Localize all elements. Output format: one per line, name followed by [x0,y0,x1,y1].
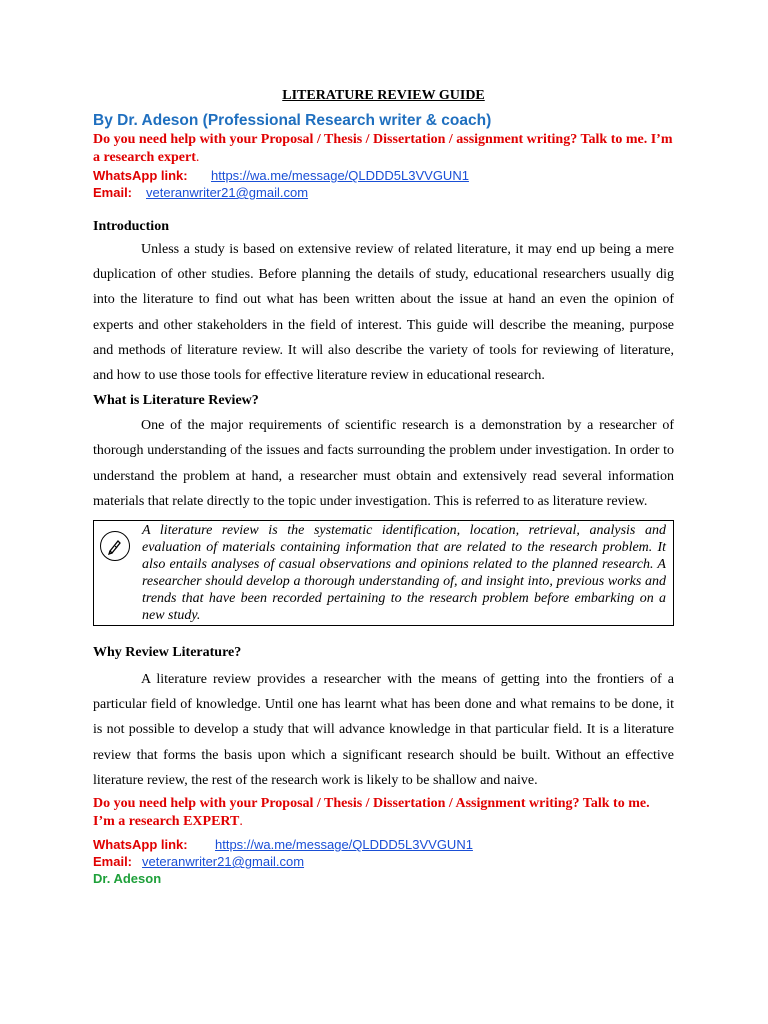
definition-callout-text: A literature review is the systematic identification, location, retrieval, analysis and evaluation of materials containing information that are related to the research problem. It also entails analyses of casual observations and opinions related to the planned research. A researcher should develop a thorough understanding of, and insight into, previous works and trends that have been recorded pertaining to the research problem before embarking on a new study. [142,523,666,624]
footer-help-message: Do you need help with your Proposal / Thesis / Dissertation / Assignment writing? Talk to me. I’m a research EXPERT [93,796,650,830]
why-review-literature-paragraph: A literature review provides a researcher with the means of getting into the frontiers of a particular field of knowledge. Until one has learnt what has been done and what remains to be done, it is not possible to develop a study that will advance knowledge in that particular field. It is a literature review that forms the basis upon which a significant research should be built. Without an effective literature review, the rest of the research work is likely to be shallow and naive. [93,672,674,788]
document-page [93,86,674,887]
header-whatsapp-line [93,167,674,184]
footer-help-text [93,795,674,831]
definition-callout-box [93,520,674,626]
header-help-message: Do you need help with your Proposal / Thesis / Dissertation / assignment writing? Talk to me. I’m a research expert [93,132,673,165]
footer-author-name: Dr. Adeson [93,871,162,887]
footer-email-label: Email: [93,854,133,870]
footer-help-period: . [239,814,243,830]
footer-whatsapp-link[interactable]: https://wa.me/message/QLDDD5L3VVGUN1 [215,837,473,853]
whatsapp-label: WhatsApp link: [93,168,188,183]
whatsapp-link[interactable]: https://wa.me/message/QLDDD5L3VVGUN1 [211,168,469,183]
footer-whatsapp-line [93,836,674,853]
footer-email-link[interactable]: veteranwriter21@gmail.com [142,854,305,870]
footer-whatsapp-label: WhatsApp link: [93,837,188,853]
introduction-paragraph: Unless a study is based on extensive review of related literature, it may end up being a mere duplication of other studies. Before planning the details of study, educational researchers usually dig into the literature to find out what has been written about the issue at hand an even the opinion of experts and other stakeholders in the field of interest. This guide will describe the meaning, purpose and methods of literature review. It will also describe the variety of tools for reviewing of literature, and how to use those tools for effective literature review in educational research. [93,242,674,384]
footer-email-line [93,853,674,870]
header-help-period: . [195,150,200,165]
pen-icon [100,531,130,561]
email-label: Email: [93,185,133,200]
introduction-heading: Introduction [93,219,169,234]
document-title: LITERATURE REVIEW GUIDE [282,88,485,103]
what-is-literature-review-paragraph: One of the major requirements of scientific research is a demonstration by a researcher of thorough understanding of the issues and facts surrounding the problem under investigation. In order to understand the problem at hand, a researcher must obtain and extensively read several information materials that relate directly to the topic under investigation. This is referred to as literature review. [93,418,674,509]
what-is-literature-review-heading: What is Literature Review? [93,393,259,409]
why-review-literature-heading: Why Review Literature? [93,645,242,661]
author-byline: By Dr. Adeson (Professional Research writer & coach) [93,112,492,129]
header-email-line [93,184,674,201]
email-link[interactable]: veteranwriter21@gmail.com [146,185,309,200]
header-help-text [93,131,674,167]
